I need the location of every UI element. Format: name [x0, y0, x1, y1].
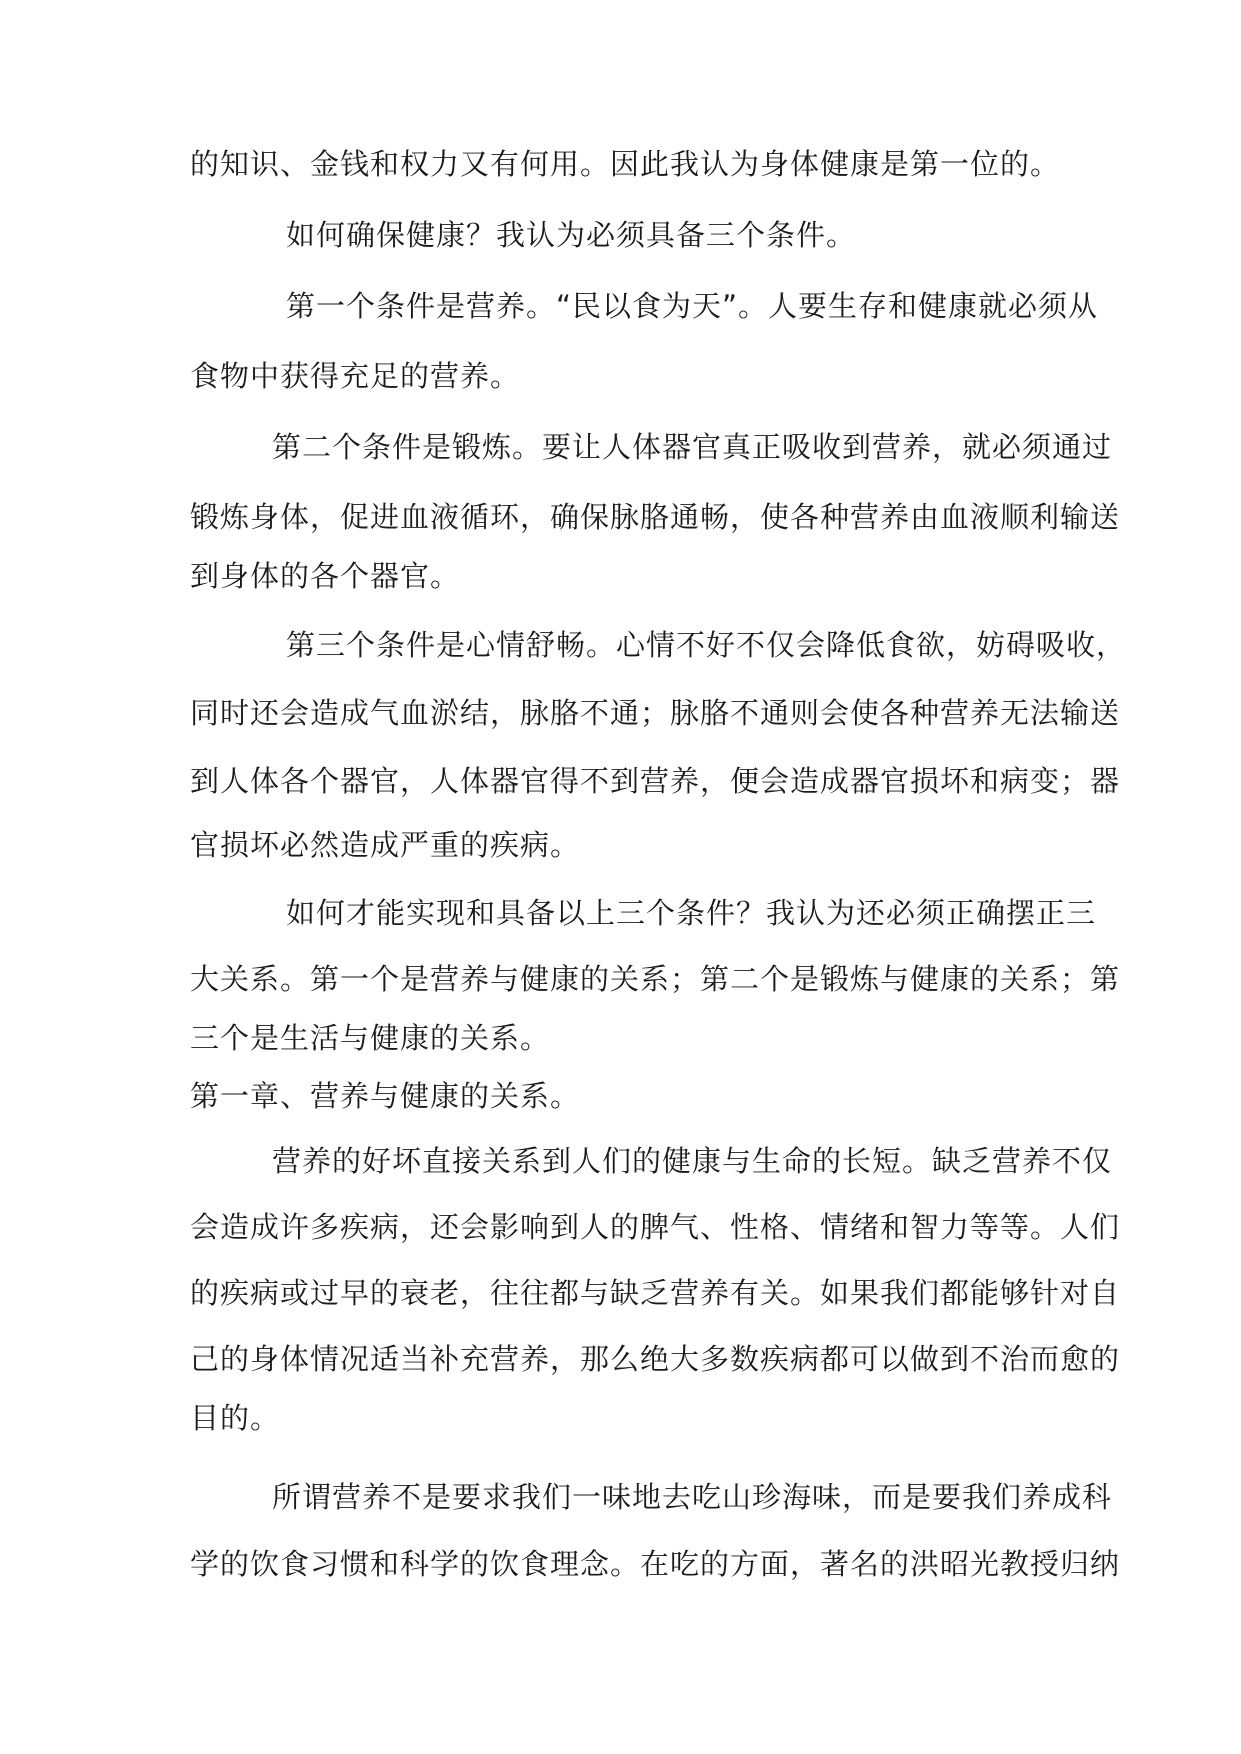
paragraph-line: 的疾病或过早的衰老，往往都与缺乏营养有关。如果我们都能够针对自: [190, 1276, 1121, 1310]
paragraph-line: 食物中获得充足的营养。: [190, 359, 521, 393]
paragraph-line: 的知识、金钱和权力又有何用。因此我认为身体健康是第一位的。: [190, 147, 1061, 181]
paragraph-line: 大关系。第一个是营养与健康的关系；第二个是锻炼与健康的关系；第: [190, 962, 1121, 996]
paragraph-line: 学的饮食习惯和科学的饮食理念。在吃的方面，著名的洪昭光教授归纳: [190, 1547, 1121, 1581]
paragraph-line: 官损坏必然造成严重的疾病。: [190, 828, 581, 862]
paragraph-line: 到身体的各个器官。: [190, 559, 461, 593]
paragraph-line: 到人体各个器官，人体器官得不到营养，便会造成器官损坏和病变；器: [190, 764, 1121, 798]
paragraph-line: 第一个条件是营养。“民以食为天”。人要生存和健康就必须从: [286, 289, 1099, 323]
paragraph-line: 第三个条件是心情舒畅。心情不好不仅会降低食欲，妨碍吸收，: [286, 628, 1127, 662]
paragraph-line: 营养的好坏直接关系到人们的健康与生命的长短。缺乏营养不仅: [272, 1144, 1113, 1178]
paragraph-line: 同时还会造成气血淤结，脉胳不通；脉胳不通则会使各种营养无法输送: [190, 696, 1121, 730]
paragraph-line: 目的。: [190, 1401, 281, 1435]
paragraph-line: 己的身体情况适当补充营养，那么绝大多数疾病都可以做到不治而愈的: [190, 1342, 1121, 1376]
paragraph-line: 三个是生活与健康的关系。: [190, 1021, 551, 1055]
chapter-heading: 第一章、营养与健康的关系。: [190, 1079, 581, 1113]
paragraph-line: 锻炼身体，促进血液循环，确保脉胳通畅，使各种营养由血液顺利输送: [190, 500, 1121, 534]
paragraph-line: 第二个条件是锻炼。要让人体器官真正吸收到营养，就必须通过: [272, 430, 1113, 464]
paragraph-line: 如何确保健康？我认为必须具备三个条件。: [286, 218, 857, 252]
paragraph-line: 如何才能实现和具备以上三个条件？我认为还必须正确摆正三: [286, 896, 1097, 930]
paragraph-line: 所谓营养不是要求我们一味地去吃山珍海味，而是要我们养成科: [272, 1480, 1113, 1514]
paragraph-line: 会造成许多疾病，还会影响到人的脾气、性格、情绪和智力等等。人们: [190, 1210, 1121, 1244]
